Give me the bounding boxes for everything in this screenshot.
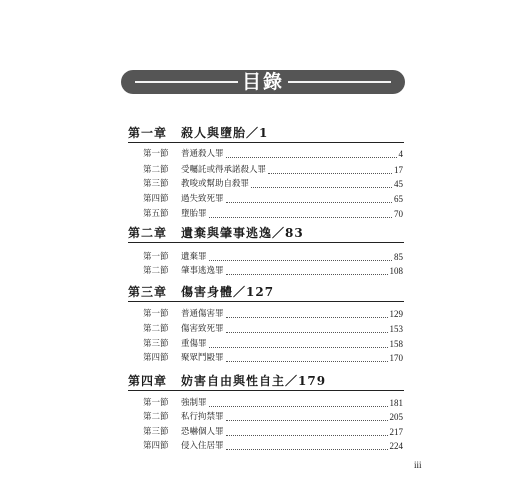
page-ref: 129 [389,309,403,319]
title-rule-right [288,81,391,83]
chapter-title: 妨害自由與性自主／179 [181,374,327,388]
section-label: 第四節 [143,353,169,363]
leader-dots [268,173,392,174]
leader-dots [226,435,388,436]
page-ref: 158 [389,339,403,349]
section-label: 第二節 [143,412,169,422]
page-ref: 108 [389,266,403,276]
page-ref: 17 [394,165,403,175]
toc-entry[interactable] [143,264,403,277]
toc-entry[interactable] [143,192,403,205]
section-name: 過失致死罪 [181,194,224,204]
chapter-heading-4[interactable] [128,374,404,391]
chapter-heading-3[interactable] [128,285,404,302]
page-ref: 181 [389,398,403,408]
leader-dots [226,274,388,275]
section-label: 第二節 [143,324,169,334]
section-name: 受囑託或得承諾殺人罪 [181,165,267,175]
page-ref: 70 [394,209,403,219]
section-label: 第四節 [143,441,169,451]
section-name: 重傷罪 [181,339,207,349]
chapter-number: 第四章 [128,374,168,388]
leader-dots [226,202,392,203]
section-name: 傷害致死罪 [181,324,224,334]
chapter-title: 遺棄與肇事逃逸／83 [181,226,304,240]
leader-dots [226,361,388,362]
section-label: 第三節 [143,179,169,189]
section-name: 普通殺人罪 [181,149,224,159]
toc-entry[interactable] [143,307,403,320]
section-name: 教唆或幫助自殺罪 [181,179,250,189]
section-label: 第一節 [143,252,169,262]
section-name: 強制罪 [181,398,207,408]
leader-dots [226,332,388,333]
page-title: 目錄 [242,71,285,93]
section-label: 第一節 [143,149,169,159]
section-label: 第一節 [143,309,169,319]
leader-dots [209,406,388,407]
leader-dots [209,347,388,348]
toc-entry[interactable] [143,439,403,452]
leader-dots [209,260,392,261]
page-ref: 170 [389,353,403,363]
section-name: 私行拘禁罪 [181,412,224,422]
leader-dots [226,317,388,318]
section-label: 第四節 [143,194,169,204]
page-ref: 4 [398,149,403,159]
section-label: 第二節 [143,266,169,276]
section-label: 第三節 [143,339,169,349]
toc-entry[interactable] [143,177,403,190]
toc-entry[interactable] [143,163,403,176]
toc-title-banner [121,70,405,94]
chapter-number: 第三章 [128,285,168,299]
leader-dots [209,217,392,218]
toc-entry[interactable] [143,425,403,438]
toc-entry[interactable] [143,250,403,263]
chapter-title: 殺人與墮胎／1 [181,126,269,140]
section-name: 遺棄罪 [181,252,207,262]
toc-entry[interactable] [143,410,403,423]
page-ref: 217 [389,427,403,437]
section-label: 第五節 [143,209,169,219]
section-label: 第二節 [143,165,169,175]
section-label: 第一節 [143,398,169,408]
section-label: 第三節 [143,427,169,437]
page-ref: 65 [394,194,403,204]
page-number: iii [414,460,422,470]
chapter-heading-2[interactable] [128,226,404,243]
chapter-title: 傷害身體／127 [181,285,275,299]
page-ref: 205 [389,412,403,422]
chapter-number: 第二章 [128,226,168,240]
title-rule-left [135,81,238,83]
leader-dots [251,187,392,188]
section-name: 侵入住居罪 [181,441,224,451]
page-ref: 45 [394,179,403,189]
leader-dots [226,157,397,158]
toc-entry[interactable] [143,351,403,364]
toc-entry[interactable] [143,147,403,160]
leader-dots [226,449,388,450]
section-name: 聚眾鬥毆罪 [181,353,224,363]
leader-dots [226,420,388,421]
section-name: 肇事逃逸罪 [181,266,224,276]
chapter-heading-1[interactable] [128,126,404,143]
section-name: 恐嚇個人罪 [181,427,224,437]
toc-entry[interactable] [143,396,403,409]
chapter-number: 第一章 [128,126,168,140]
toc-entry[interactable] [143,337,403,350]
page-ref: 224 [389,441,403,451]
page-ref: 85 [394,252,403,262]
toc-entry[interactable] [143,207,403,220]
section-name: 普通傷害罪 [181,309,224,319]
toc-entry[interactable] [143,322,403,335]
page-ref: 153 [389,324,403,334]
section-name: 墮胎罪 [181,209,207,219]
